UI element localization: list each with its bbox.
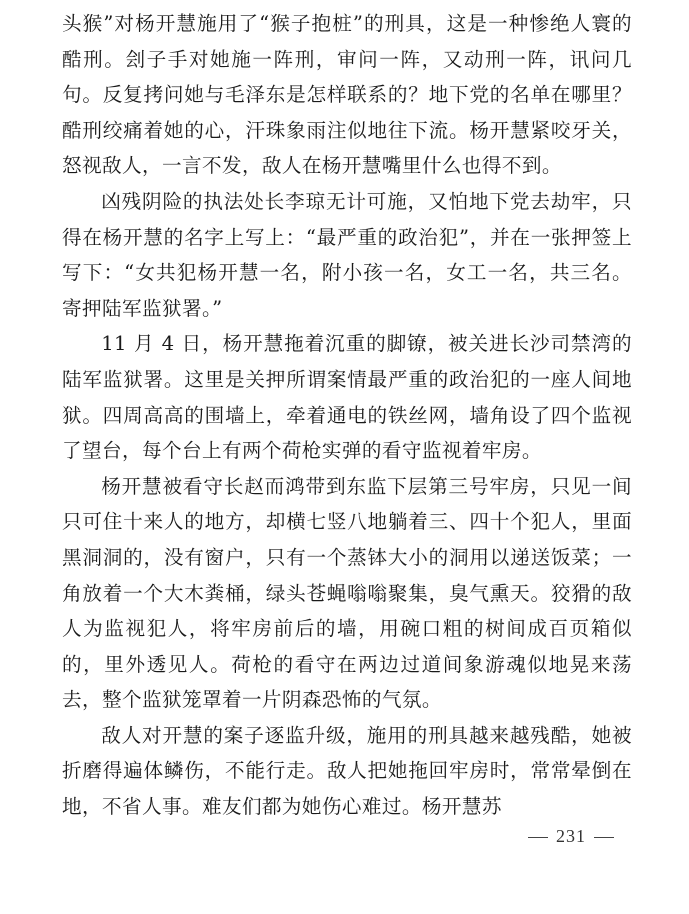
- page-number: 231: [556, 826, 586, 846]
- footer-dash-left: [528, 837, 548, 838]
- paragraph-2: 凶残阴险的执法处长李琼无计可施，又怕地下党去劫牢，只得在杨开慧的名字上写上：“最严重的政治犯”，并在一张押签上写下：“女共犯杨开慧一名，附小孩一名，女工一名，共三名。寄押陆军监狱署。”: [62, 189, 632, 320]
- paragraph-5: 敌人对开慧的案子逐监升级，施用的刑具越来越残酷，她被折磨得遍体鳞伤，不能行走。敌人把她拖回牢房时，常常晕倒在地，不省人事。难友们都为她伤心难过。杨开慧苏: [62, 723, 632, 819]
- paragraph-1: 头猴”对杨开慧施用了“猴子抱桩”的刑具，这是一种惨绝人寰的酷刑。刽子手对她施一阵刑，审问一阵，又动刑一阵，讯问几句。反复拷问她与毛泽东是怎样联系的？地下党的名单在哪里？酷刑绞痛着她的心，汗珠象雨注似地往下流。杨开慧紧咬牙关，怒视敌人，一言不发，敌人在杨开慧嘴里什么也得不到。: [62, 12, 632, 178]
- footer-dash-right: [594, 837, 614, 838]
- page-footer: [520, 826, 640, 847]
- page-body: [62, 6, 632, 825]
- paragraph-4: 杨开慧被看守长赵而鸿带到东监下层第三号牢房，只见一间只可住十来人的地方，却横七竖八地躺着三、四十个犯人，里面黑洞洞的，没有窗户，只有一个蒸钵大小的洞用以递送饭菜；一角放着一个大木粪桶，绿头苍蝇嗡嗡聚集，臭气熏天。狡猾的敌人为监视犯人，将牢房前后的墙，用碗口粗的树间成百页箱似的，里外透见人。荷枪的看守在两边过道间象游魂似地晃来荡去，整个监狱笼罩着一片阴森恐怖的气氛。: [62, 474, 632, 712]
- paragraph-3: 11 月 4 日，杨开慧拖着沉重的脚镣，被关进长沙司禁湾的陆军监狱署。这里是关押所谓案情最严重的政治犯的一座人间地狱。四周高高的围墙上，牵着通电的铁丝网，墙角设了四个监视了望台，每个台上有两个荷枪实弹的看守监视着牢房。: [62, 332, 632, 463]
